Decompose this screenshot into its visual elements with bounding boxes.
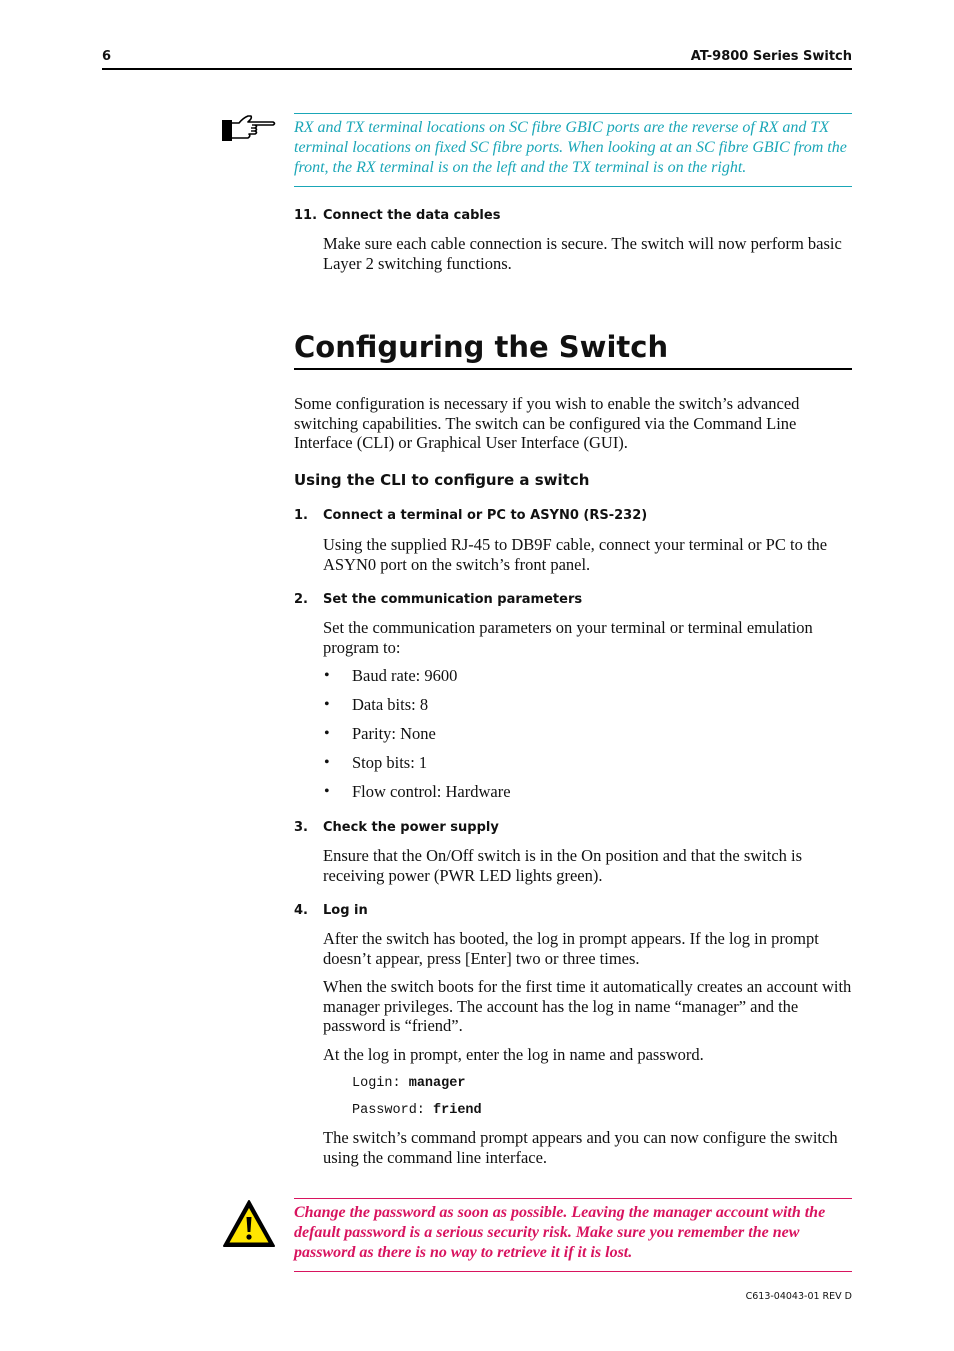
step-number: 11. [294, 208, 318, 223]
password-code-line [352, 1102, 482, 1120]
page-number: 6 [102, 49, 112, 64]
section-intro: Some configuration is necessary if you wish to enable the switch’s advanced switching capabilities. The switch can be configured via the Command Line Interface (CLI) or Graphical User Interface (GUI). [294, 394, 800, 452]
bullet-icon: • [324, 696, 330, 713]
bullet-icon: • [324, 725, 330, 742]
step-title: Connect the data cables [323, 208, 501, 223]
login-label: Login: [352, 1076, 401, 1091]
pointing-hand-icon [221, 114, 277, 149]
header-rule [102, 68, 852, 70]
bullet-icon: • [324, 754, 330, 771]
subsection-title: Using the CLI to configure a switch [294, 471, 590, 489]
section-title: Configuring the Switch [294, 330, 669, 364]
document-id: C613-04043-01 REV D [745, 1291, 852, 1302]
note-text: RX and TX terminal locations on SC fibre GBIC ports are the reverse of RX and TX terminal locations on fixed SC fibre ports. When looking at an SC fibre GBIC from the front, the RX terminal is on the left and the TX terminal is on the right. [294, 119, 847, 176]
password-label: Password: [352, 1103, 425, 1118]
bullet-icon: • [324, 667, 330, 684]
step-body: Ensure that the On/Off switch is in the On position and that the switch is receiving power (PWR LED lights green). [323, 846, 803, 885]
step-title: Log in [323, 903, 368, 918]
step-number: 1. [294, 508, 308, 523]
step-number: 4. [294, 903, 308, 918]
list-item: Parity: None [352, 724, 436, 743]
step-number: 2. [294, 592, 308, 607]
step-body: Make sure each cable connection is secure. The switch will now perform basic Layer 2 switching functions. [323, 234, 842, 273]
step-body: When the switch boots for the first time it automatically creates an account with manager privileges. The account has the log in name “manager” and the password is “friend”. [323, 977, 852, 1035]
list-item: Baud rate: 9600 [352, 666, 458, 685]
login-code-line [352, 1075, 465, 1093]
bullet-icon: • [324, 783, 330, 800]
list-item: Flow control: Hardware [352, 782, 511, 801]
step-title: Connect a terminal or PC to ASYN0 (RS-232) [323, 508, 648, 523]
list-item: Data bits: 8 [352, 695, 429, 714]
warning-text: Change the password as soon as possible. Leaving the manager account with the default password is a serious security risk. Make sure you remember the new password as there is no way to retrieve it if it is lost. [294, 1204, 826, 1261]
password-value: friend [433, 1103, 482, 1118]
step-body: At the log in prompt, enter the log in name and password. [323, 1045, 704, 1064]
list-item: Stop bits: 1 [352, 753, 428, 772]
step-title: Check the power supply [323, 820, 499, 835]
login-value: manager [408, 1076, 466, 1091]
step-body: The switch’s command prompt appears and you can now configure the switch using the command line interface. [323, 1128, 838, 1167]
note-box [294, 113, 852, 187]
step-body: Using the supplied RJ-45 to DB9F cable, connect your terminal or PC to the ASYN0 port on the switch’s front panel. [323, 535, 828, 574]
warning-box [294, 1198, 852, 1272]
step-body: Set the communication parameters on your terminal or terminal emulation program to: [323, 618, 813, 657]
step-title: Set the communication parameters [323, 592, 583, 607]
step-number: 3. [294, 820, 308, 835]
document-title: AT-9800 Series Switch [690, 49, 852, 64]
warning-triangle-icon [222, 1199, 276, 1254]
section-rule [294, 368, 852, 370]
step-body: After the switch has booted, the log in prompt appears. If the log in prompt doesn’t appear, press [Enter] two or three times. [323, 929, 819, 968]
